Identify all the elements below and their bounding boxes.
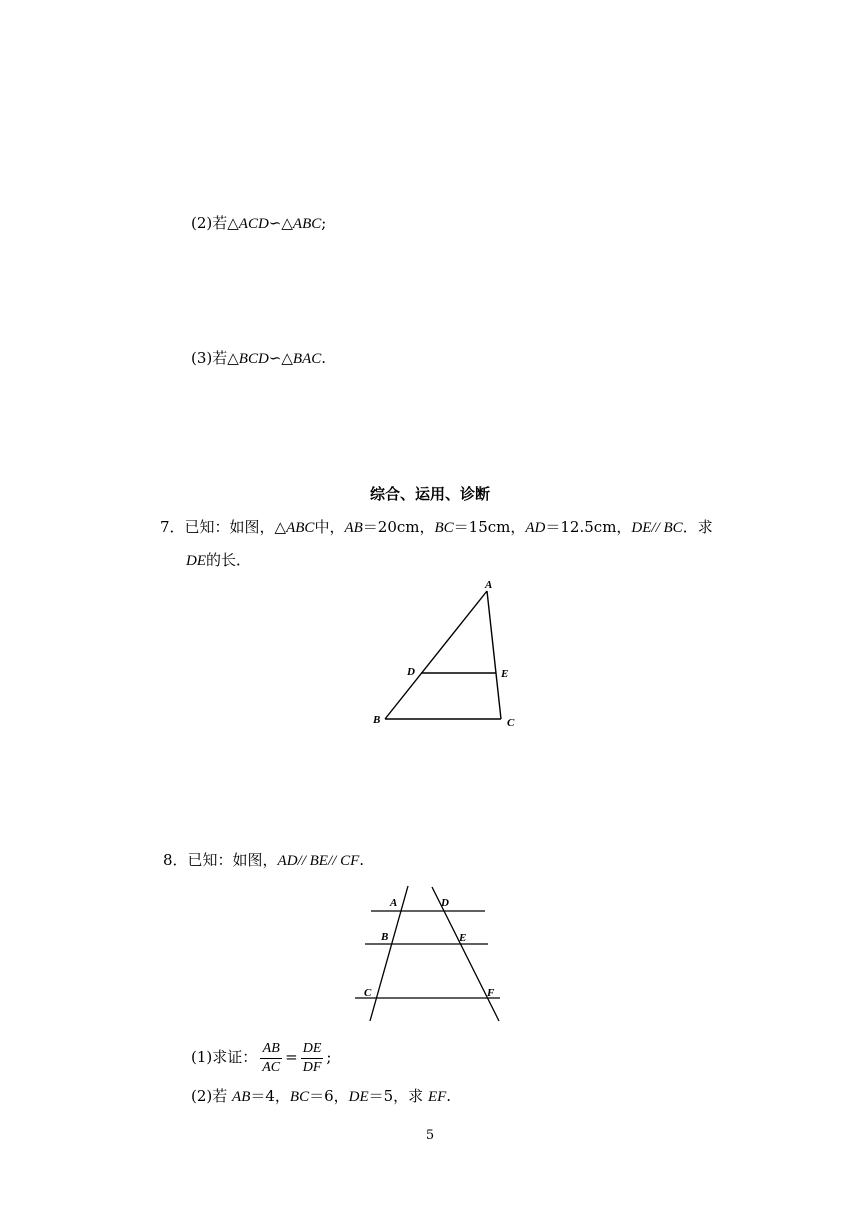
similar-symbol: ∽△ bbox=[268, 214, 293, 232]
triangle-bcd: BCD bbox=[238, 351, 269, 367]
q7-abc: ABC bbox=[286, 520, 315, 536]
q7-de: DE bbox=[186, 553, 206, 569]
label-b: B bbox=[373, 714, 381, 726]
page-number: 5 bbox=[425, 1128, 435, 1143]
q8-text: 8．已知：如图， bbox=[163, 851, 278, 869]
q8-text: . bbox=[359, 851, 365, 869]
q8-de: DE bbox=[348, 1089, 369, 1105]
transversal-acb bbox=[370, 886, 408, 1021]
triangle-abc: ABC bbox=[292, 216, 322, 232]
q7-line2 bbox=[186, 550, 251, 571]
q8-line1 bbox=[163, 850, 364, 871]
label-e: E bbox=[459, 932, 467, 944]
q8-part1 bbox=[191, 1038, 331, 1077]
q6-part3 bbox=[191, 348, 326, 369]
label-b: B bbox=[381, 931, 389, 943]
q8-part2 bbox=[191, 1086, 451, 1107]
fraction-ab-ac bbox=[260, 1040, 282, 1077]
label-a: A bbox=[390, 897, 398, 909]
q8-ab: AB bbox=[232, 1089, 251, 1105]
q7-line1 bbox=[160, 517, 713, 538]
segment-ac bbox=[487, 591, 501, 719]
q8-part1-suffix: ; bbox=[326, 1048, 332, 1066]
q8-part1-prefix: (1)求证： bbox=[191, 1048, 258, 1066]
q7-text: 7．已知：如图，△ bbox=[160, 518, 287, 536]
triangle-bac: BAC bbox=[292, 351, 322, 367]
label-c: C bbox=[364, 987, 372, 999]
q7-bc: BC bbox=[434, 520, 454, 536]
q7-bc: BC bbox=[663, 520, 683, 536]
equals-sign: = bbox=[285, 1048, 298, 1066]
q7-de: DE bbox=[631, 520, 652, 536]
triangle-acd: ACD bbox=[238, 216, 269, 232]
q7-text: 的长． bbox=[206, 551, 252, 569]
q8-be: BE bbox=[309, 853, 328, 869]
fraction-de-df bbox=[301, 1040, 324, 1077]
similar-symbol: ∽△ bbox=[268, 349, 293, 367]
q8-text: . bbox=[446, 1087, 452, 1105]
label-a: A bbox=[485, 579, 493, 591]
label-f: F bbox=[487, 987, 495, 999]
parallel-symbol: // bbox=[651, 520, 664, 536]
segment-ab bbox=[385, 591, 487, 719]
label-c: C bbox=[507, 717, 515, 729]
q6-part3-prefix: (3)若△ bbox=[191, 349, 239, 367]
q8-text: ＝6， bbox=[309, 1087, 349, 1105]
q8-cf: CF bbox=[340, 853, 360, 869]
q6-part2 bbox=[191, 213, 326, 234]
label-d: D bbox=[407, 666, 415, 678]
section-heading: 综合、运用、诊断 bbox=[369, 485, 490, 503]
q8-parallel-figure bbox=[350, 884, 510, 1029]
q8-ef: EF bbox=[427, 1089, 447, 1105]
q6-part2-suffix: ; bbox=[321, 214, 327, 232]
denominator-ac: AC bbox=[262, 1059, 281, 1075]
q7-ad: AD bbox=[525, 520, 546, 536]
label-e: E bbox=[501, 668, 509, 680]
q7-text: ＝15cm， bbox=[453, 518, 526, 536]
q7-triangle-figure bbox=[368, 574, 528, 734]
numerator-ab: AB bbox=[260, 1040, 282, 1059]
denominator-df: DF bbox=[302, 1059, 322, 1075]
q8-bc: BC bbox=[289, 1089, 310, 1105]
q7-text: ＝20cm， bbox=[362, 518, 435, 536]
q8-text: ＝4， bbox=[250, 1087, 290, 1105]
q6-part3-suffix: . bbox=[321, 349, 327, 367]
parallel-symbol: // bbox=[297, 853, 310, 869]
q7-text: 中， bbox=[314, 518, 345, 536]
q7-ab: AB bbox=[344, 520, 363, 536]
numerator-de: DE bbox=[301, 1040, 324, 1059]
q8-text: (2)若 bbox=[191, 1087, 233, 1105]
q6-part2-prefix: (2)若△ bbox=[191, 214, 239, 232]
q7-text: ．求 bbox=[682, 518, 713, 536]
q8-text: ＝5，求 bbox=[368, 1087, 428, 1105]
parallel-symbol: // bbox=[327, 853, 341, 869]
label-d: D bbox=[441, 897, 449, 909]
q7-text: ＝12.5cm， bbox=[545, 518, 632, 536]
q8-ad: AD bbox=[277, 853, 298, 869]
